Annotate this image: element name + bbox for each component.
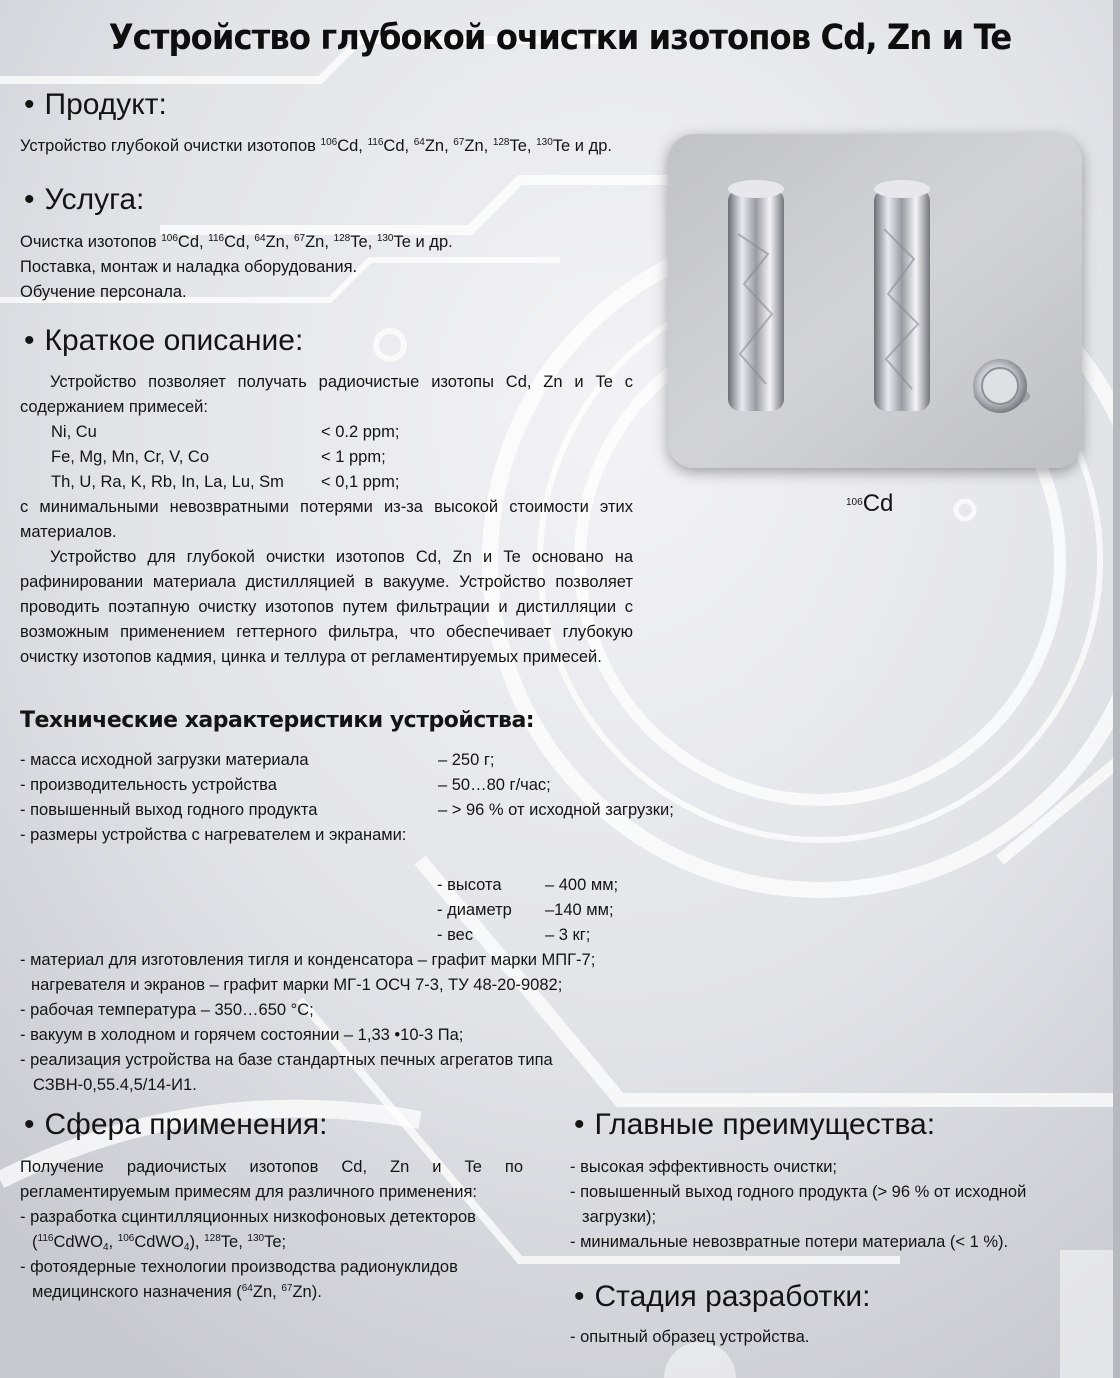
impurity-limit: < 0.2 ppm;: [321, 423, 400, 441]
impurity-limit: < 0,1 ppm;: [321, 473, 400, 491]
bullet-icon: •: [24, 183, 35, 216]
iso-list: $^{106}$Cd, $^{116}$Cd, $^{64}$Zn, $^{67}$Zn, $^{128}$Te, $^{130}$Te и др.: [320, 137, 612, 155]
bullet-icon: •: [24, 88, 35, 121]
tech-heading: Технические характеристики устройства:: [20, 708, 535, 733]
impurity-limit: < 1 ppm;: [321, 448, 386, 466]
description-block: [20, 370, 633, 670]
section-heading-application: [24, 1108, 327, 1142]
section-heading-description: [24, 324, 303, 358]
tech-temperature: - рабочая температура – 350…650 °С;: [20, 1001, 314, 1019]
page-title: Устройство глубокой очистки изотопов Cd, Zn и Te: [108, 18, 1012, 58]
advantage-item: - минимальные невозвратные потери материала (< 1 %).: [570, 1233, 1009, 1251]
isotope-mass-sup: 64: [413, 137, 425, 148]
isotope-mass-sup: 64: [241, 1283, 253, 1294]
advantages-list: [570, 1155, 1090, 1255]
cadmium-rod-right: [874, 180, 930, 411]
application-item-1-formulas: ($^{116}$CdWO$_4$, $^{106}$CdWO$_4$), $^{128}$Te, $^{130}$Te;: [32, 1233, 287, 1253]
isotope-mass-sup: 128: [492, 137, 510, 148]
section-heading-product: [24, 88, 167, 122]
tech-dim-value: – 3 кг;: [545, 926, 591, 944]
tech-material-2: нагревателя и экранов – графит марки МГ-1 ОСЧ 7-3, ТУ 48-20-9082;: [31, 976, 563, 994]
service-heading-text: Услуга:: [44, 183, 145, 216]
tech-row-value: – 50…80 г/час;: [438, 776, 551, 794]
description-para-2: с минимальными невозвратными потерями из-за высокой стоимости этих материалов.: [20, 498, 633, 541]
tech-dim-name: - вес: [437, 926, 474, 944]
tech-row: [20, 773, 740, 798]
product-photo: [668, 134, 1082, 468]
section-heading-advantages: [574, 1108, 935, 1142]
impurity-row: [20, 420, 633, 445]
impurity-elements: Th, U, Ra, K, Rb, In, La, Lu, Sm: [51, 473, 284, 491]
tech-rows: [20, 748, 740, 823]
description-para-3: Устройство для глубокой очистки изотопов Cd, Zn и Te основано на рафинировании материала дистилляцией в вакууме. Устройство позволяет проводить поэтапную очистку изотопов путем фильтрации и дистилляции с возможным применением геттерного фильтра, что обеспечивает глубокую очистку изотопов кадмия, цинка и теллура от регламентируемых примесей.: [20, 548, 633, 666]
section-heading-stage: [574, 1280, 870, 1314]
tech-dims-label: - размеры устройства с нагревателем и экранами:: [20, 826, 407, 844]
service-line-1: [20, 230, 660, 255]
isotope-mass-sup: 116: [367, 137, 384, 148]
impurity-row: [20, 445, 633, 470]
impurity-elements: Fe, Mg, Mn, Cr, V, Co: [51, 448, 210, 466]
tech-dims: [20, 873, 740, 948]
tech-dim-row: [20, 873, 740, 898]
isotope-mass-sup: 67: [293, 233, 306, 244]
product-heading-text: Продукт:: [44, 88, 167, 121]
advantages-heading-text: Главные преимущества:: [594, 1108, 936, 1141]
bullet-icon: •: [24, 324, 35, 357]
application-intro: Получение радиочистых изотопов Cd, Zn и Te по регламентируемым примесям для различного применения:: [20, 1158, 523, 1201]
service-text: [20, 230, 660, 305]
bullet-icon: •: [24, 1108, 35, 1141]
cadmium-rod-left: [728, 180, 784, 411]
isotope-mass-sup: 128: [333, 233, 351, 244]
isotope-mass-sup: 67: [281, 1283, 293, 1294]
tech-block: [20, 748, 740, 1098]
tech-base-1: - реализация устройства на базе стандартных печных агрегатов типа: [20, 1051, 553, 1069]
isotope-mass-sup: 116: [208, 233, 225, 244]
photo-caption: [846, 490, 893, 518]
application-item-1: - разработка сцинтилляционных низкофоновых детекторов: [20, 1208, 476, 1226]
impurity-elements: Ni, Cu: [51, 423, 97, 441]
tech-dim-name: - высота: [437, 876, 502, 894]
advantage-item-continued: загрузки);: [582, 1208, 657, 1226]
caption-element: Cd: [862, 490, 894, 517]
tech-row-value: – 250 г;: [438, 751, 495, 769]
tech-material-1: - материал для изготовления тигля и конденсатора – графит марки МПГ-7;: [20, 951, 596, 969]
service-line-3: Обучение персонала.: [20, 283, 187, 301]
application-item-2-prefix: медицинского назначения (: [32, 1283, 242, 1301]
isotope-mass-sup: 64: [254, 233, 266, 244]
stage-text: - опытный образец устройства.: [570, 1328, 810, 1346]
impurity-row: [20, 470, 633, 495]
tech-dim-value: –140 мм;: [545, 901, 614, 919]
application-item-2-line-2: медицинского назначения ($^{64}$Zn, $^{67}$Zn).: [32, 1283, 322, 1301]
section-heading-service: [24, 183, 144, 217]
description-para-1: Устройство позволяет получать радиочистые изотопы Cd, Zn и Te с содержанием примесей:: [20, 373, 633, 416]
iso-list: $^{106}$Cd, $^{116}$Cd, $^{64}$Zn, $^{67}$Zn, $^{128}$Te, $^{130}$Te и др.: [161, 233, 453, 251]
tech-dim-row: [20, 923, 740, 948]
tech-row: [20, 748, 740, 773]
tech-vacuum: - вакуум в холодном и горячем состоянии – 1,33 •10-3 Па;: [20, 1026, 464, 1044]
application-item-2: - фотоядерные технологии производства радионуклидов: [20, 1258, 458, 1276]
advantage-item: - высокая эффективность очистки;: [570, 1158, 838, 1176]
isotope-mass-sup: 106: [161, 233, 178, 244]
tech-row-label: - масса исходной загрузки материала: [20, 751, 309, 769]
isotope-mass-sup: 106: [320, 137, 338, 148]
advantage-item: - повышенный выход годного продукта (> 96 % от исходной: [570, 1183, 1027, 1201]
service-line-1-prefix: Очистка изотопов: [20, 233, 162, 251]
isotope-mass-sup: 106: [117, 1233, 135, 1244]
product-text: [20, 134, 720, 159]
description-heading-text: Краткое описание:: [44, 324, 304, 357]
tech-row-label: - повышенный выход годного продукта: [20, 801, 318, 819]
isotope-mass-sup: 130: [376, 233, 394, 244]
tech-dim-row: [20, 898, 740, 923]
tech-row-label: - производительность устройства: [20, 776, 277, 794]
impurity-table: [20, 420, 633, 495]
isotope-mass-sup: 67: [453, 137, 465, 148]
caption-mass: 106: [846, 497, 863, 508]
tech-row: [20, 798, 740, 823]
isotope-mass-sup: 128: [204, 1233, 221, 1244]
isotope-mass-sup: 116: [37, 1233, 54, 1244]
tech-row-value: – > 96 % от исходной загрузки;: [438, 801, 674, 819]
tech-dim-value: – 400 мм;: [545, 876, 619, 894]
application-heading-text: Сфера применения:: [44, 1108, 328, 1141]
bullet-icon: •: [574, 1280, 585, 1313]
subscript: 4: [183, 1242, 190, 1253]
product-text-prefix: Устройство глубокой очистки изотопов: [20, 137, 321, 155]
bullet-icon: •: [574, 1108, 585, 1141]
stage-heading-text: Стадия разработки:: [594, 1280, 871, 1313]
tech-base-2: СЗВН-0,55.4,5/14-И1.: [33, 1076, 197, 1094]
subscript: 4: [102, 1242, 109, 1253]
isotope-mass-sup: 130: [247, 1233, 265, 1244]
tech-dim-name: - диаметр: [437, 901, 512, 919]
service-line-2: Поставка, монтаж и наладка оборудования.: [20, 258, 358, 276]
isotope-mass-sup: 130: [536, 137, 553, 148]
application-block: [20, 1155, 523, 1305]
